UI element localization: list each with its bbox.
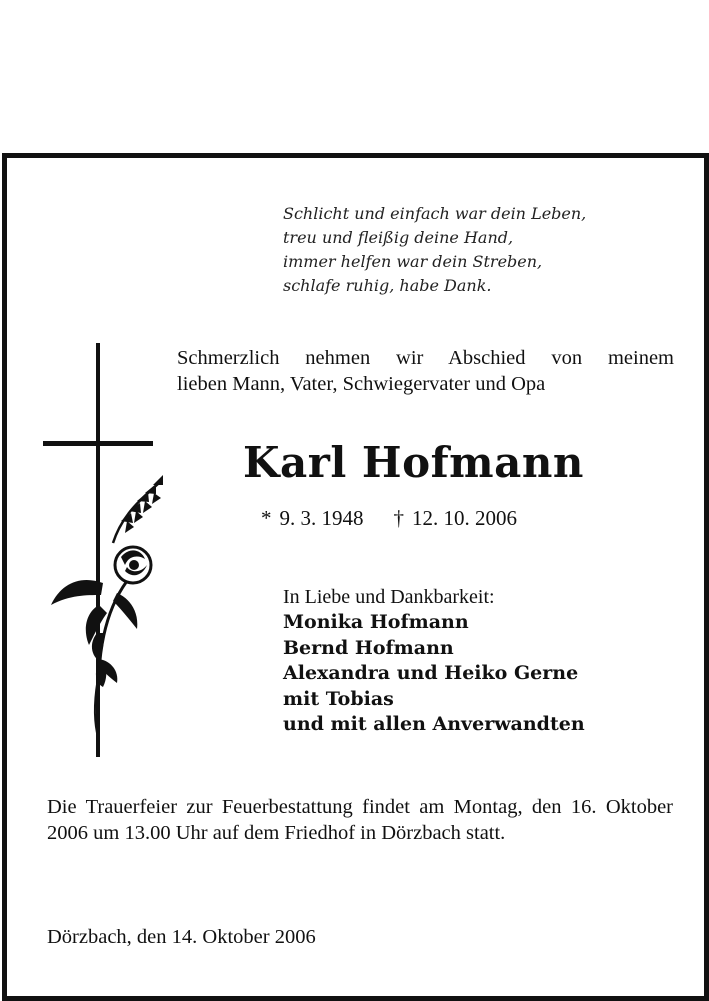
death-date: 12. 10. 2006 xyxy=(412,506,517,530)
poem-line: immer helfen war dein Streben, xyxy=(283,252,543,271)
birth-symbol: * xyxy=(261,506,272,530)
mourners-label: In Liebe und Dankbarkeit: xyxy=(283,586,495,608)
funeral-service-notice: Die Trauerfeier zur Feuerbestattung findet am Montag, den 16. Oktober 2006 um 13.00 Uhr auf dem Friedhof in Dörzbach statt. xyxy=(47,796,673,844)
mourner-name: Monika Hofmann xyxy=(283,611,469,633)
death-symbol: † xyxy=(393,506,404,530)
intro-line: Schmerzlich nehmen wir Abschied von meinem xyxy=(177,347,674,369)
life-dates xyxy=(261,506,517,531)
mourners-block xyxy=(283,584,585,738)
cross-with-wheat-and-rose-icon xyxy=(41,343,173,757)
mourner-name: Alexandra und Heiko Gerne xyxy=(283,662,579,684)
memorial-poem xyxy=(283,202,586,298)
mourner-name: mit Tobias xyxy=(283,687,394,710)
obituary-frame xyxy=(2,153,709,1001)
farewell-intro xyxy=(177,345,674,397)
deceased-name: Karl Hofmann xyxy=(243,438,584,487)
poem-line: Schlicht und einfach war dein Leben, xyxy=(283,204,587,223)
mourner-name: Bernd Hofmann xyxy=(283,636,454,659)
place-and-date: Dörzbach, den 14. Oktober 2006 xyxy=(47,926,316,948)
intro-line: lieben Mann, Vater, Schwiegervater und Opa xyxy=(177,373,546,395)
birth-date: 9. 3. 1948 xyxy=(279,506,364,530)
mourner-name: und mit allen Anverwandten xyxy=(283,713,585,735)
poem-line: treu und fleißig deine Hand, xyxy=(283,228,514,247)
poem-line: schlafe ruhig, habe Dank. xyxy=(283,276,492,295)
